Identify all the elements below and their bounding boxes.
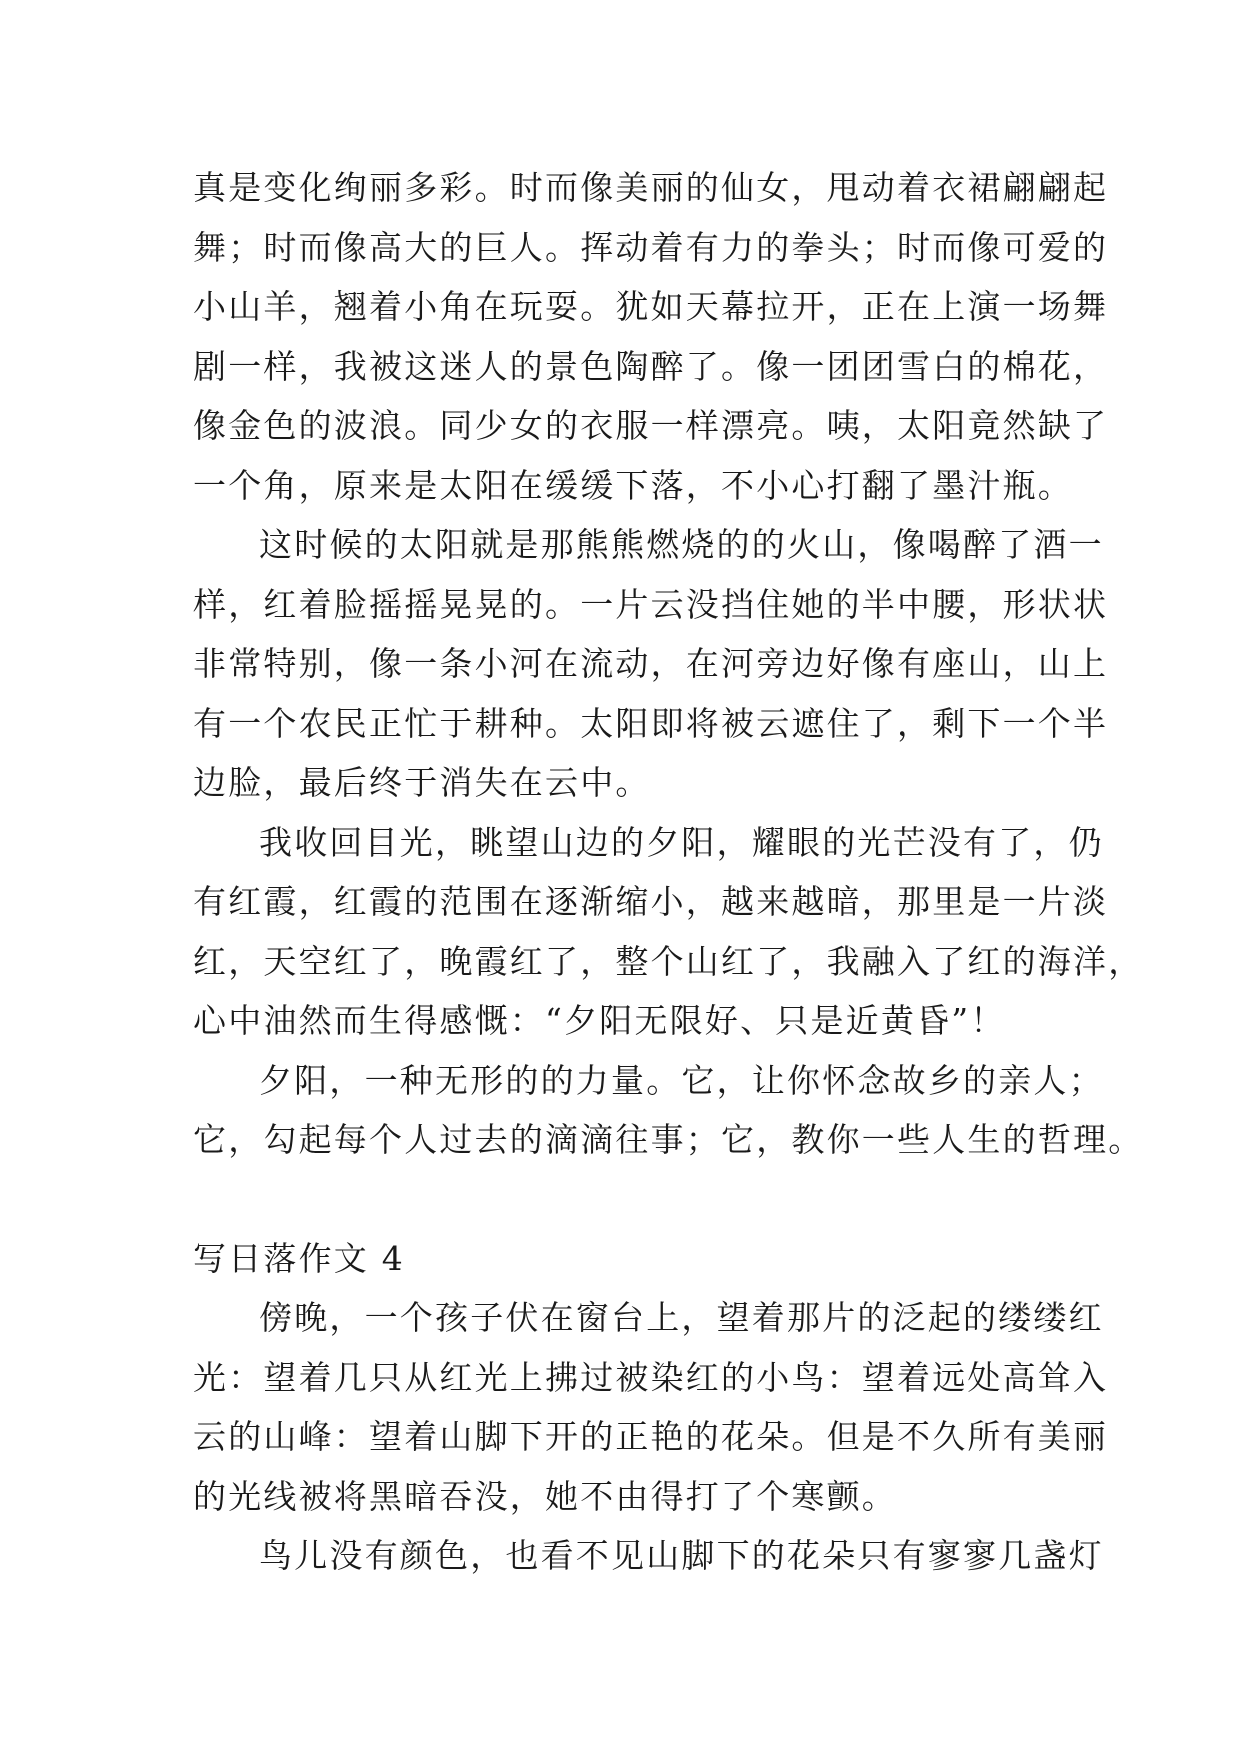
document-body	[193, 158, 1144, 1586]
text-line: 傍晚，一个孩子伏在窗台上，望着那片的泛起的缕缕红	[259, 1298, 1104, 1337]
section-heading	[193, 1229, 1055, 1289]
text-line: 边脸，最后终于消失在云中。	[193, 763, 651, 802]
paragraph-3	[193, 813, 1144, 1051]
text-line: 小山羊，翘着小角在玩耍。犹如天幕拉开，正在上演一场舞	[193, 287, 1109, 326]
paragraph-1	[193, 158, 1109, 515]
text-line: 红，天空红了，晚霞红了，整个山红了，我融入了红的海洋，	[193, 941, 1144, 981]
text-line: 的光线被将黑暗吞没，她不由得打了个寒颤。	[193, 1476, 897, 1516]
text-line: 一个角，原来是太阳在缓缓下落，不小心打翻了墨汁瓶。	[193, 465, 1073, 505]
paragraph-5	[193, 1288, 1109, 1526]
text-line: 这时候的太阳就是那熊熊燃烧的的火山，像喝醉了酒一	[259, 525, 1104, 564]
text-line: 舞；时而像高大的巨人。挥动着有力的拳头；时而像可爱的	[193, 227, 1109, 267]
text-line: 它，勾起每个人过去的滴滴往事；它，教你一些人生的哲理。	[193, 1120, 1144, 1159]
text-line: 光：望着几只从红光上拂过被染红的小鸟：望着远处高耸入	[193, 1357, 1109, 1397]
heading-text: 写日落作文 4	[193, 1238, 405, 1278]
text-line: 剧一样，我被这迷人的景色陶醉了。像一团团雪白的棉花，	[193, 346, 1109, 386]
paragraph-4	[193, 1051, 1144, 1170]
text-line: 非常特别，像一条小河在流动，在河旁边好像有座山，山上	[193, 644, 1109, 683]
text-line: 样，红着脸摇摇晃晃的。一片云没挡住她的半中腰，形状状	[193, 584, 1109, 624]
text-line: 云的山峰：望着山脚下开的正艳的花朵。但是不久所有美丽	[193, 1417, 1109, 1456]
text-line: 我收回目光，眺望山边的夕阳，耀眼的光芒没有了，仍	[259, 822, 1104, 862]
text-line: 夕阳，一种无形的的力量。它，让你怀念故乡的亲人；	[259, 1060, 1104, 1100]
text-line: 心中油然而生得感慨：“夕阳无限好、只是近黄昏”！	[193, 1001, 1006, 1040]
text-line: 鸟儿没有颜色，也看不见山脚下的花朵只有寥寥几盏灯	[259, 1536, 1104, 1575]
text-line: 有一个农民正忙于耕种。太阳即将被云遮住了，剩下一个半	[193, 703, 1109, 743]
text-line: 有红霞，红霞的范围在逐渐缩小，越来越暗，那里是一片淡	[193, 882, 1109, 921]
text-line: 像金色的波浪。同少女的衣服一样漂亮。咦，太阳竟然缺了	[193, 406, 1109, 445]
text-line: 真是变化绚丽多彩。时而像美丽的仙女，甩动着衣裙翩翩起	[193, 168, 1109, 207]
paragraph-6	[193, 1526, 1104, 1586]
paragraph-2	[193, 515, 1109, 813]
